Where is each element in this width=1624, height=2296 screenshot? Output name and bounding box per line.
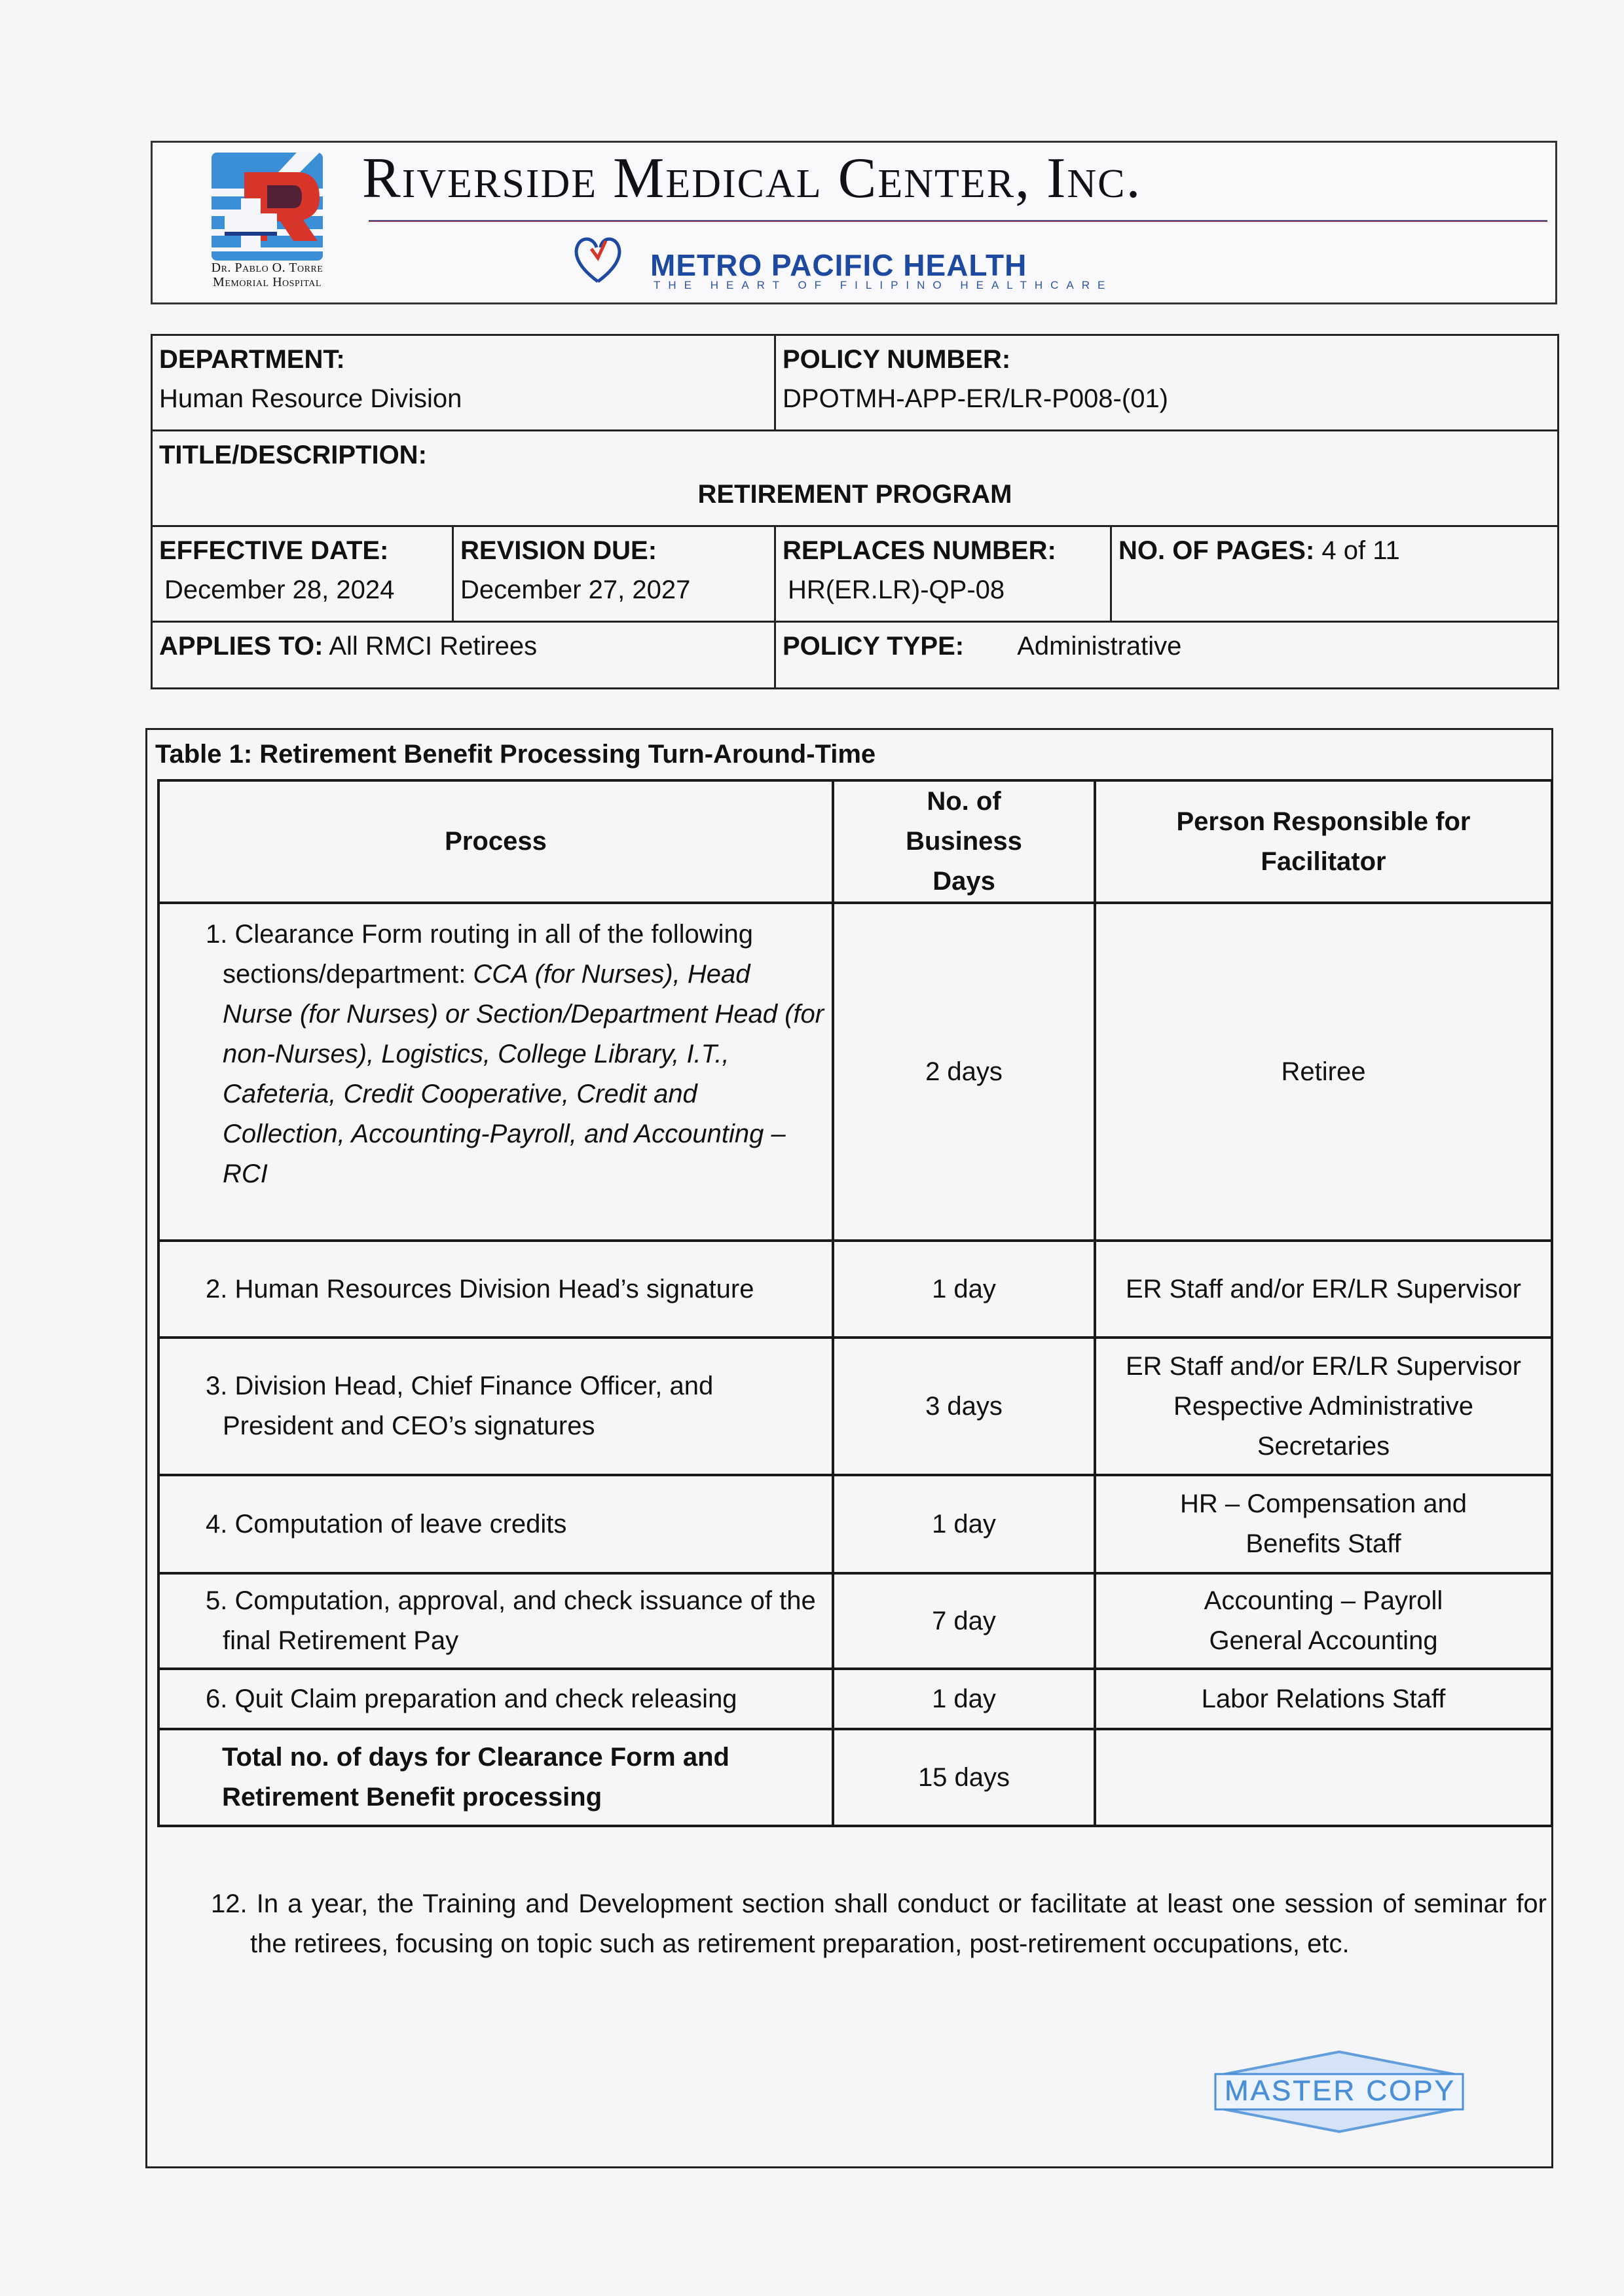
- process-number: 4.: [206, 1509, 228, 1539]
- process-cell: [158, 1241, 833, 1338]
- hospital-caption-line1: Dr. Pablo O. Torre: [211, 261, 323, 275]
- effective-date-value: December 28, 2024: [164, 575, 395, 604]
- person-line: Respective Administrative Secretaries: [1173, 1391, 1473, 1461]
- total-days-cell: 15 days: [833, 1729, 1095, 1826]
- process-text: Computation of leave credits: [234, 1509, 567, 1539]
- replaces-number-cell: [775, 526, 1111, 622]
- header-process: Process: [158, 780, 833, 903]
- process-text: Computation, approval, and check issuance of the final Retirement Pay: [223, 1586, 816, 1655]
- partner-tagline: THE HEART OF FILIPINO HEALTHCARE: [654, 279, 1113, 291]
- hospital-caption-line2: Memorial Hospital: [213, 275, 322, 289]
- person-cell: Labor Relations Staff: [1095, 1669, 1552, 1729]
- department-value: Human Resource Division: [159, 384, 462, 413]
- table-header-row: [158, 780, 1552, 903]
- process-text: Clearance Form routing in all of the following sections/department:: [223, 920, 753, 989]
- total-label-cell: Total no. of days for Clearance Form and Retirement Benefit processing: [158, 1729, 833, 1826]
- department-cell: [152, 335, 775, 431]
- process-cell: [158, 1573, 833, 1669]
- effective-date-cell: [152, 526, 453, 622]
- table-row: [158, 1475, 1552, 1573]
- process-number: 2.: [206, 1274, 228, 1303]
- title-value: RETIREMENT PROGRAM: [697, 480, 1012, 509]
- days-cell: 1 day: [833, 1241, 1095, 1338]
- process-cell: [158, 1475, 833, 1573]
- table-row: [158, 1338, 1552, 1475]
- table-total-row: [158, 1729, 1552, 1826]
- effective-date-label: EFFECTIVE DATE:: [159, 536, 389, 565]
- turnaround-time-table: [157, 779, 1553, 1827]
- replaces-number-label: REPLACES NUMBER:: [783, 536, 1056, 565]
- person-line: ER Staff and/or ER/LR Supervisor: [1126, 1351, 1521, 1381]
- process-number: 6.: [206, 1684, 228, 1713]
- applies-to-label: APPLIES TO:: [159, 632, 323, 661]
- policy-number-value: DPOTMH-APP-ER/LR-P008-(01): [783, 384, 1169, 413]
- person-line: Accounting – Payroll: [1204, 1586, 1443, 1615]
- process-text: Division Head, Chief Finance Officer, and President and CEO’s signatures: [223, 1372, 714, 1440]
- days-cell: 7 day: [833, 1573, 1095, 1669]
- days-cell: 3 days: [833, 1338, 1095, 1475]
- table-row: [158, 1669, 1552, 1729]
- process-number: 5.: [206, 1586, 228, 1615]
- pages-cell: [1111, 526, 1559, 622]
- stamp-text: MASTER COPY: [1225, 2075, 1454, 2107]
- process-text: Human Resources Division Head’s signature: [234, 1274, 754, 1303]
- person-line: General Accounting: [1209, 1626, 1438, 1655]
- process-number: 3.: [206, 1372, 228, 1400]
- policy-type-value: Administrative: [1017, 632, 1182, 661]
- days-cell: 1 day: [833, 1669, 1095, 1729]
- department-label: DEPARTMENT:: [159, 345, 345, 374]
- days-cell: 1 day: [833, 1475, 1095, 1573]
- person-cell: [1095, 1573, 1552, 1669]
- table-row: [158, 1573, 1552, 1669]
- partner-name: METRO PACIFIC HEALTH: [650, 248, 1027, 282]
- total-person-cell: [1095, 1729, 1552, 1826]
- policy-number-cell: [775, 335, 1559, 431]
- process-text: Quit Claim preparation and check releasing: [234, 1684, 737, 1713]
- applies-to-cell: [152, 622, 775, 689]
- person-cell: ER Staff and/or ER/LR Supervisor: [1095, 1241, 1552, 1338]
- person-cell: [1095, 1338, 1552, 1475]
- hospital-caption: [166, 261, 369, 289]
- heart-icon: [572, 234, 624, 287]
- header-person: Person Responsible for Facilitator: [1095, 780, 1552, 903]
- table1-caption: Table 1: Retirement Benefit Processing Turn-Around-Time: [155, 740, 876, 769]
- applies-to-value: All RMCI Retirees: [329, 632, 538, 661]
- revision-due-label: REVISION DUE:: [460, 536, 657, 565]
- policy-item-12: 12. In a year, the Training and Development section shall conduct or facilitate at least one session of seminar for the retirees, focusing on topic such as retirement preparation, post-retirement occupations, etc.: [211, 1889, 1547, 1958]
- process-cell: [158, 1669, 833, 1729]
- process-cell: [158, 1338, 833, 1475]
- header-days: No. of Business Days: [833, 780, 1095, 903]
- title-label: TITLE/DESCRIPTION:: [159, 441, 427, 469]
- letterhead: [151, 141, 1557, 304]
- policy-number-label: POLICY NUMBER:: [783, 345, 1011, 374]
- process-cell: [158, 903, 833, 1241]
- master-copy-stamp-icon: [1211, 2049, 1467, 2134]
- table-row: [158, 1241, 1552, 1338]
- policy-info-table: [151, 334, 1559, 689]
- title-cell: [152, 431, 1559, 526]
- policy-type-label: POLICY TYPE:: [783, 632, 965, 661]
- process-text-italic: CCA (for Nurses), Head Nurse (for Nurses) or Section/Department Head (for non-Nurses), Logistics, College Library, I.T., Cafeteria, Credit Cooperative, Credit and Collection, Accounting-Payroll, and Accounting – RCI: [223, 960, 824, 1188]
- pages-label: NO. OF PAGES:: [1118, 536, 1315, 565]
- organization-name: Riverside Medical Center, Inc.: [362, 147, 1142, 210]
- pages-value: 4 of 11: [1321, 536, 1400, 565]
- revision-due-cell: [453, 526, 775, 622]
- person-cell: Retiree: [1095, 903, 1552, 1241]
- person-cell: HR – Compensation and Benefits Staff: [1095, 1475, 1552, 1573]
- hospital-logo-icon: [205, 149, 336, 264]
- revision-due-value: December 27, 2027: [460, 575, 691, 604]
- table-row: [158, 903, 1552, 1241]
- letterhead-divider: [369, 220, 1547, 222]
- replaces-number-value: HR(ER.LR)-QP-08: [788, 575, 1005, 604]
- days-cell: 2 days: [833, 903, 1095, 1241]
- process-number: 1.: [206, 920, 228, 949]
- policy-type-cell: [775, 622, 1559, 689]
